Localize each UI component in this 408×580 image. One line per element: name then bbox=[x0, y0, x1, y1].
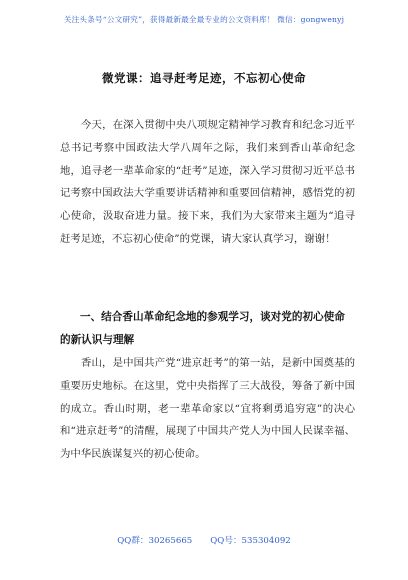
header-promo-note: 关注头条号“公文研究”，获得最新最全最专业的公文资料库！ 微信：gongwenyj bbox=[63, 15, 345, 24]
intro-paragraph: 今天，在深入贯彻中央八项规定精神学习教育和纪念习近平总书记考察中国政法大学八周年之际，我们来到香山革命纪念地，追寻老一辈革命家的“赶考”足迹，深入学习贯彻习近平总书记考察中国政法大学重要讲话精神和重要回信精神，感悟党的初心使命，汲取奋进力量。接下来，我们为大家带来主题为“追寻赶考足迹，不忘初心使命”的党课，请大家认真学习，谢谢！ bbox=[60, 119, 355, 245]
qq-group-number: QQ群：30265665 bbox=[117, 536, 193, 546]
footer-contact bbox=[0, 534, 408, 546]
section-heading-1: 一、结合香山革命纪念地的参观学习，谈对党的初心使命的新认识与理解 bbox=[60, 311, 345, 346]
qq-number: QQ号：535304092 bbox=[210, 536, 291, 546]
document-title: 微党课：追寻赶考足迹，不忘初心使命 bbox=[102, 71, 306, 85]
section-1-paragraph: 香山，是中国共产党“进京赶考”的第一站，是新中国奠基的重要历史地标。在这里，党中央指挥了三大战役，筹备了新中国的成立。香山时期，老一辈革命家以“宜将剩勇追穷寇”的决心和“进京赶考”的清醒，展现了中国共产党人为中国人民谋幸福、为中华民族谋复兴的初心使命。 bbox=[60, 357, 355, 461]
